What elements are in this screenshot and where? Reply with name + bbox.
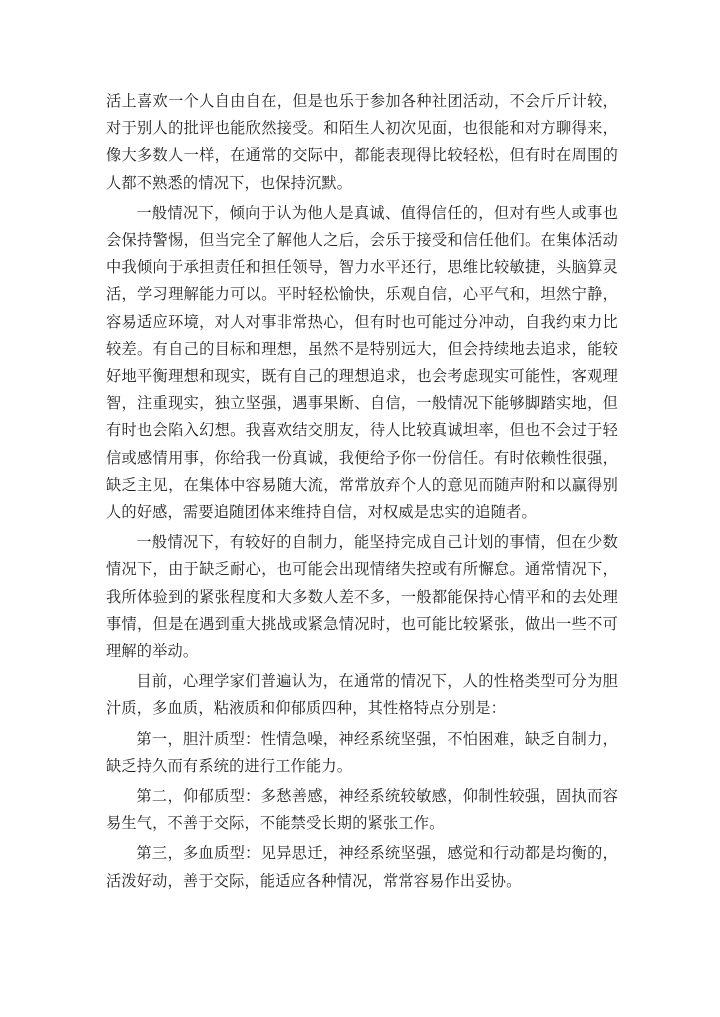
paragraph-sanguine: 第三，多血质型：见异思迁，神经系统坚强，感觉和行动都是均衡的，活泼好动，善于交际，能适应各种情况，常常容易作出妥协。 — [106, 844, 618, 890]
paragraph-personality-traits: 一般情况下，倾向于认为他人是真诚、值得信任的，但对有些人或事也会保持警惕，但当完全了解他人之后，会乐于接受和信任他们。在集体活动中我倾向于承担责任和担任领导，智力水平还行，思维比较敏捷，头脑算灵活，学习理解能力可以。平时轻松愉快，乐观自信，心平气和，坦然宁静，容易适应环境，对人对事非常热心，但有时也可能过分冲动，自我约束力比较差。有自己的目标和理想，虽然不是特别远大，但会持续地去追求，能较好地平衡理想和现实，既有自己的理想追求，也会考虑现实可能性，客观理智，注重现实，独立坚强，遇事果断、自信，一般情况下能够脚踏实地，但有时也会陷入幻想。我喜欢结交朋友，待人比较真诚坦率，但也不会过于轻信或感情用事，你给我一份真诚，我便给予你一份信任。有时依赖性很强，缺乏主见，在集体中容易随大流，常常放弃个人的意见而随声附和以赢得别人的好感，需要追随团体来维持自信，对权威是忠实的追随者。 — [106, 203, 618, 522]
paragraph-temperament-intro: 目前，心理学家们普遍认为，在通常的情况下，人的性格类型可分为胆汁质，多血质，粘液质和仰郁质四种，其性格特点分别是： — [106, 672, 618, 718]
paragraph-continuation: 活上喜欢一个人自由自在，但是也乐于参加各种社团活动，不会斤斤计较，对于别人的批评也能欣然接受。和陌生人初次见面，也很能和对方聊得来，像大多数人一样，在通常的交际中，都能表现得比较轻松，但有时在周围的人都不熟悉的情况下，也保持沉默。 — [106, 92, 618, 192]
paragraph-self-control: 一般情况下，有较好的自制力，能坚持完成自己计划的事情，但在少数情况下，由于缺乏耐心，也可能会出现情绪失控或有所懈怠。通常情况下，我所体验到的紧张程度和大多数人差不多，一般都能保持心情平和的去处理事情，但是在遇到重大挑战或紧急情况时，也可能比较紧张，做出一些不可理解的举动。 — [106, 533, 618, 661]
document-body — [106, 88, 618, 895]
paragraph-melancholic: 第二，仰郁质型：多愁善感，神经系统较敏感，仰制性较强，固执而容易生气，不善于交际，不能禁受长期的紧张工作。 — [106, 787, 618, 833]
paragraph-choleric: 第一，胆汁质型：性情急噪，神经系统坚强，不怕困难，缺乏自制力，缺乏持久而有系统的进行工作能力。 — [106, 729, 618, 775]
